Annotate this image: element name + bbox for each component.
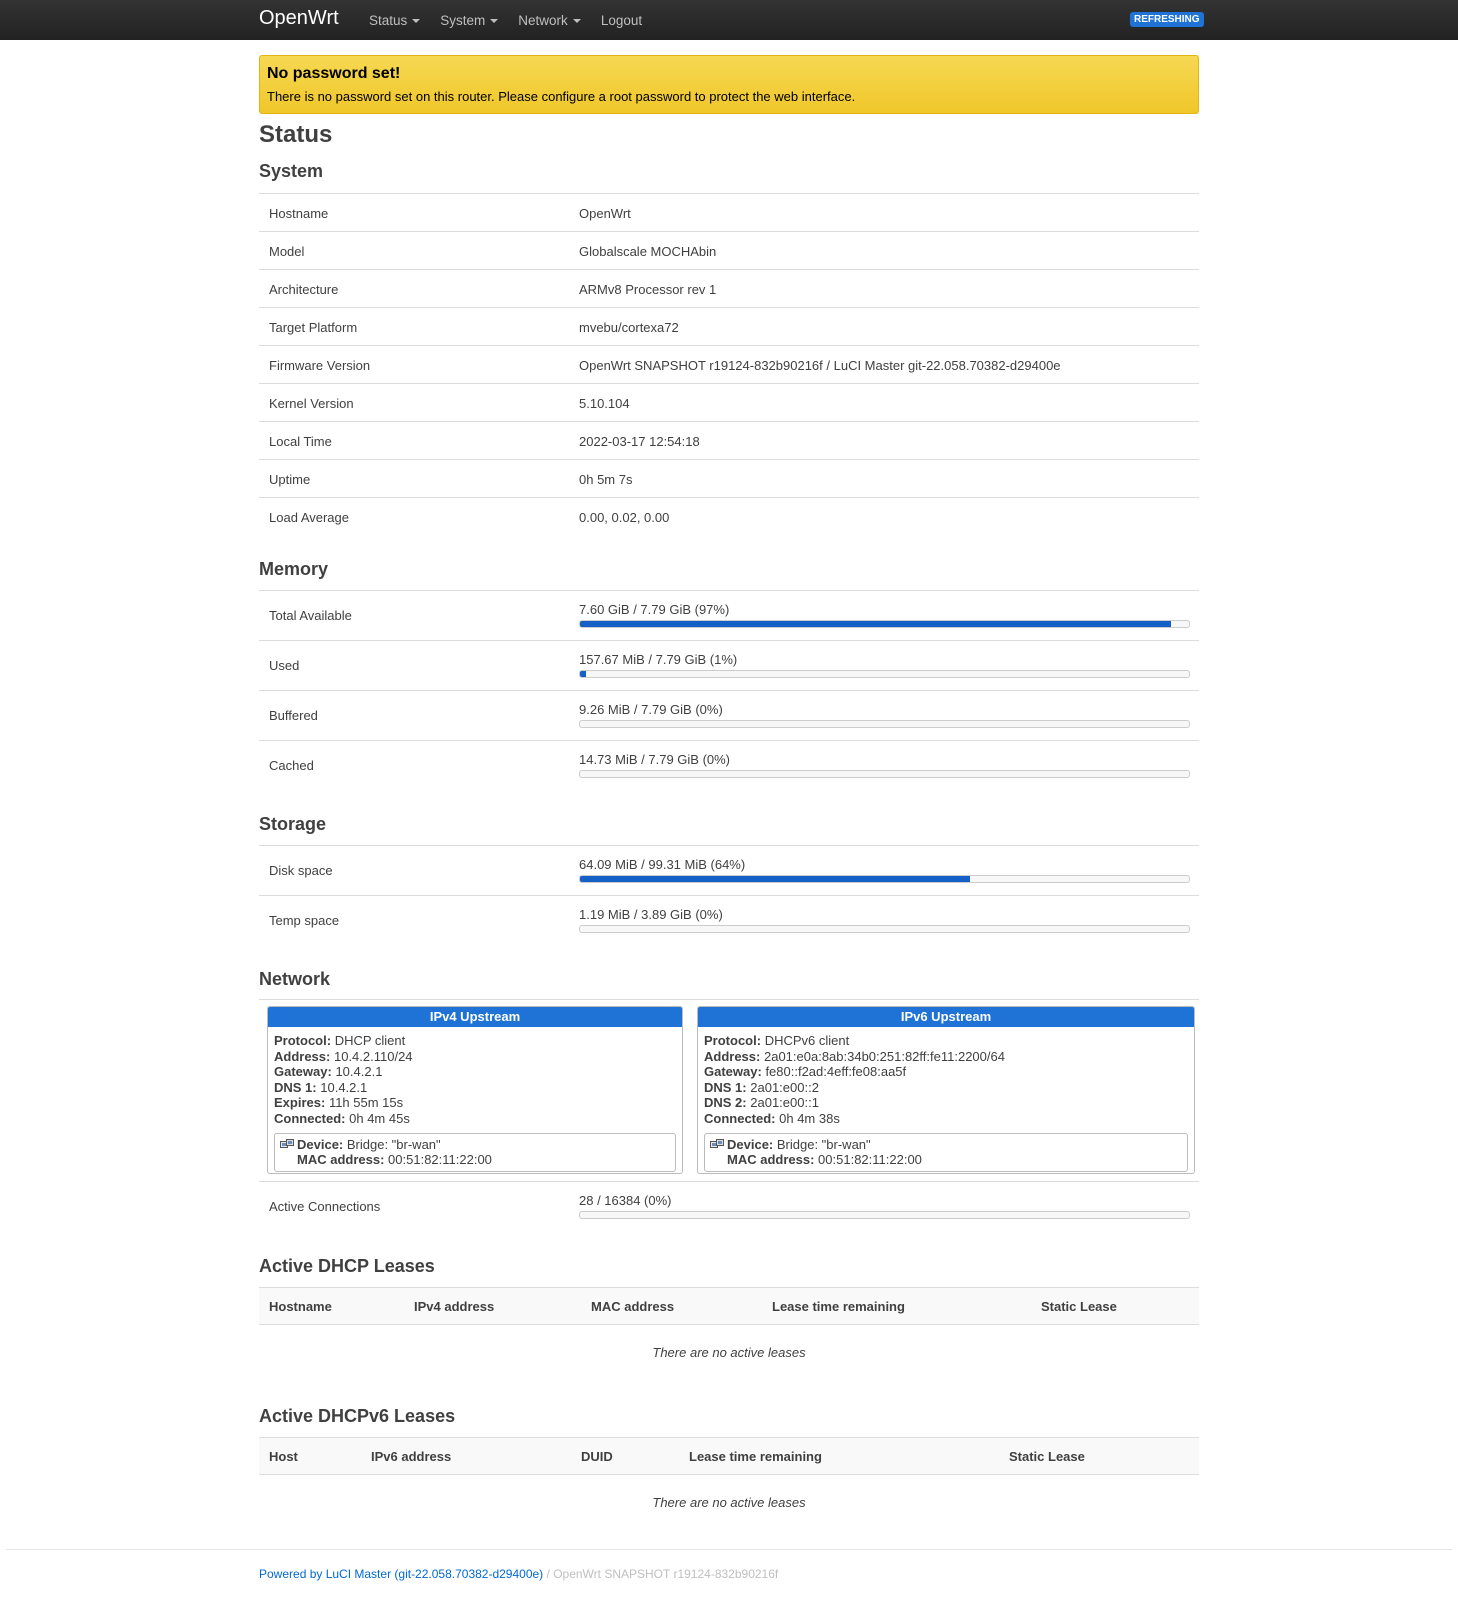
storage-table — [259, 845, 1199, 946]
table-row — [259, 846, 1199, 896]
row-value: mvebu/cortexa72 — [579, 320, 679, 335]
detail-label: Protocol: — [274, 1033, 332, 1048]
table-row — [259, 346, 1199, 384]
column-header: Lease time remaining — [689, 1449, 822, 1464]
mac-line — [297, 1152, 669, 1168]
no-password-alert — [259, 55, 1199, 114]
alert-title: No password set! — [267, 65, 401, 82]
device-label: Device: — [727, 1136, 774, 1152]
footer-separator: / — [543, 1567, 554, 1581]
row-key: Temp space — [269, 913, 340, 928]
progress-bar — [579, 875, 1190, 883]
row-key: Local Time — [269, 434, 332, 449]
progress-fill — [580, 876, 970, 882]
row-key: Architecture — [269, 282, 339, 297]
memory-heading: Memory — [259, 559, 329, 579]
menu-logout-label: Logout — [600, 12, 643, 28]
row-key: Total Available — [269, 608, 352, 623]
column-header: IPv4 address — [414, 1299, 495, 1314]
detail-value: 0h 4m 38s — [779, 1110, 840, 1126]
row-value: 2022-03-17 12:54:18 — [579, 434, 700, 449]
column-header: Lease time remaining — [772, 1299, 905, 1314]
device-line — [297, 1137, 669, 1153]
progress-bar — [579, 770, 1190, 778]
column-header: DUID — [581, 1449, 613, 1464]
table-row — [259, 270, 1199, 308]
menu-system[interactable] — [440, 13, 498, 28]
progress-label: 14.73 MiB / 7.79 GiB (0%) — [579, 752, 731, 767]
table-row — [259, 194, 1199, 232]
detail-line — [274, 1049, 676, 1065]
ethernet-port-icon — [710, 1139, 724, 1151]
device-label: Device: — [297, 1136, 344, 1152]
empty-message: There are no active leases — [652, 1495, 806, 1510]
detail-line — [704, 1111, 1188, 1127]
column-header: Hostname — [269, 1299, 332, 1314]
detail-line — [274, 1111, 676, 1127]
detail-value: 11h 55m 15s — [328, 1095, 404, 1111]
table-header — [259, 1437, 1199, 1475]
menu-status[interactable] — [369, 13, 420, 28]
detail-label: Protocol: — [704, 1033, 762, 1048]
detail-line — [274, 1080, 676, 1096]
detail-line — [704, 1064, 1188, 1080]
dhcpv6-leases-table — [259, 1437, 1199, 1510]
table-row — [259, 498, 1199, 536]
row-value: 5.10.104 — [579, 396, 630, 411]
row-value: 0.00, 0.02, 0.00 — [579, 510, 670, 525]
row-value: OpenWrt — [579, 206, 631, 221]
table-row — [259, 308, 1199, 346]
progress-label: 157.67 MiB / 7.79 GiB (1%) — [579, 652, 738, 667]
memory-table — [259, 590, 1199, 791]
detail-label: DNS 1: — [704, 1079, 747, 1095]
row-key: Buffered — [269, 708, 318, 723]
row-value: OpenWrt SNAPSHOT r19124-832b90216f / LuCI Master git-22.058.70382-d29400e — [579, 358, 1061, 373]
main-menu — [369, 0, 662, 40]
mac-label: MAC address: — [727, 1152, 815, 1168]
menu-system-label: System — [440, 12, 486, 28]
row-key: Uptime — [269, 472, 311, 487]
row-value: Globalscale MOCHAbin — [579, 244, 717, 259]
progress-bar — [579, 620, 1190, 628]
dhcp-heading: Active DHCP Leases — [259, 1256, 435, 1276]
ipv4-details — [268, 1027, 682, 1172]
row-key: Used — [269, 658, 300, 673]
detail-value: 10.4.2.110/24 — [333, 1048, 413, 1064]
device-line — [727, 1137, 1181, 1153]
table-row — [259, 741, 1199, 791]
detail-value: fe80::f2ad:4eff:fe08:aa5f — [765, 1064, 907, 1080]
table-row — [259, 384, 1199, 422]
table-row — [259, 422, 1199, 460]
ipv4-upstream-title: IPv4 Upstream — [268, 1007, 682, 1027]
column-header: Static Lease — [1041, 1299, 1117, 1314]
storage-heading: Storage — [259, 814, 327, 834]
progress-bar — [579, 720, 1190, 728]
footer — [259, 1567, 778, 1581]
ipv6-upstream-box — [697, 1006, 1195, 1174]
ipv6-upstream-title: IPv6 Upstream — [698, 1007, 1194, 1027]
ethernet-port-icon — [280, 1139, 294, 1151]
progress-label: 64.09 MiB / 99.31 MiB (64%) — [579, 857, 746, 872]
device-value: Bridge: "br-wan" — [776, 1136, 871, 1152]
detail-label: Address: — [274, 1048, 331, 1064]
detail-value: 2a01:e0a:8ab:34b0:251:82ff:fe11:2200/64 — [763, 1048, 1005, 1064]
row-value: ARMv8 Processor rev 1 — [579, 282, 717, 297]
system-table — [259, 193, 1199, 536]
detail-label: Connected: — [274, 1110, 346, 1126]
row-key: Load Average — [269, 510, 349, 525]
table-row — [259, 591, 1199, 641]
brand-logo[interactable]: OpenWrt — [259, 7, 339, 29]
network-divider — [259, 999, 1199, 1000]
detail-label: Address: — [704, 1048, 761, 1064]
progress-bar — [579, 670, 1190, 678]
device-value: Bridge: "br-wan" — [346, 1136, 441, 1152]
row-key: Model — [269, 244, 305, 259]
table-row — [259, 460, 1199, 498]
alert-text: There is no password set on this router. Please configure a root password to protect the web interface. — [267, 89, 856, 104]
device-box — [704, 1133, 1188, 1172]
luci-link[interactable]: Powered by LuCI Master (git-22.058.70382-d29400e) — [259, 1567, 544, 1581]
progress-bar — [579, 925, 1190, 933]
mac-line — [727, 1152, 1181, 1168]
row-key: Target Platform — [269, 320, 358, 335]
row-key: Disk space — [269, 863, 333, 878]
device-box — [274, 1133, 676, 1172]
progress-label: 9.26 MiB / 7.79 GiB (0%) — [579, 702, 723, 717]
detail-line — [274, 1033, 676, 1049]
table-row — [259, 691, 1199, 741]
detail-line — [274, 1095, 676, 1111]
ipv6-details — [698, 1027, 1194, 1172]
column-header: Static Lease — [1009, 1449, 1085, 1464]
row-value: 0h 5m 7s — [579, 472, 633, 487]
device-lines — [711, 1137, 1181, 1168]
page-title: Status — [259, 121, 333, 148]
detail-line — [704, 1033, 1188, 1049]
connections-table — [259, 1181, 1199, 1232]
system-heading: System — [259, 161, 324, 181]
detail-line — [704, 1080, 1188, 1096]
column-header: Host — [269, 1449, 298, 1464]
detail-line — [704, 1049, 1188, 1065]
detail-value: DHCP client — [334, 1033, 406, 1048]
table-row — [259, 641, 1199, 691]
detail-value: 0h 4m 45s — [349, 1110, 410, 1126]
detail-line — [704, 1095, 1188, 1111]
table-row — [259, 1182, 1199, 1232]
detail-label: Gateway: — [704, 1064, 762, 1080]
row-key: Cached — [269, 758, 314, 773]
navbar — [0, 0, 1458, 40]
detail-label: Expires: — [274, 1095, 326, 1111]
detail-value: DHCPv6 client — [764, 1033, 850, 1048]
mac-value: 00:51:82:11:22:00 — [388, 1152, 492, 1168]
column-header: IPv6 address — [371, 1449, 452, 1464]
progress-label: 28 / 16384 (0%) — [579, 1193, 672, 1208]
detail-value: 2a01:e00::1 — [750, 1095, 819, 1111]
empty-message: There are no active leases — [652, 1345, 806, 1360]
ipv4-upstream-box — [267, 1006, 683, 1174]
detail-label: Gateway: — [274, 1064, 332, 1080]
progress-fill — [580, 671, 586, 677]
chevron-down-icon — [573, 19, 581, 23]
row-key: Active Connections — [269, 1199, 381, 1214]
device-lines — [281, 1137, 669, 1168]
menu-network[interactable] — [518, 13, 581, 28]
mac-value: 00:51:82:11:22:00 — [818, 1152, 922, 1168]
detail-value: 2a01:e00::2 — [750, 1079, 819, 1095]
row-key: Hostname — [269, 206, 329, 221]
row-key: Kernel Version — [269, 396, 354, 411]
progress-label: 1.19 MiB / 3.89 GiB (0%) — [579, 907, 723, 922]
detail-value: 10.4.2.1 — [335, 1064, 383, 1080]
chevron-down-icon — [490, 19, 498, 23]
progress-fill — [580, 621, 1171, 627]
refreshing-badge[interactable]: REFRESHING — [1130, 12, 1204, 27]
progress-label: 7.60 GiB / 7.79 GiB (97%) — [579, 602, 730, 617]
dhcpv6-heading: Active DHCPv6 Leases — [259, 1406, 456, 1426]
menu-network-label: Network — [518, 12, 568, 28]
detail-line — [274, 1064, 676, 1080]
column-header: MAC address — [591, 1299, 675, 1314]
detail-label: Connected: — [704, 1110, 776, 1126]
menu-logout[interactable] — [601, 13, 642, 28]
footer-divider — [6, 1549, 1452, 1550]
table-header — [259, 1287, 1199, 1325]
progress-bar — [579, 1211, 1190, 1219]
dhcp-leases-table — [259, 1287, 1199, 1360]
table-row — [259, 896, 1199, 946]
detail-label: DNS 2: — [704, 1095, 747, 1111]
detail-value: 10.4.2.1 — [320, 1079, 368, 1095]
row-key: Firmware Version — [269, 358, 371, 373]
table-row — [259, 232, 1199, 270]
detail-label: DNS 1: — [274, 1079, 317, 1095]
chevron-down-icon — [412, 19, 420, 23]
network-heading: Network — [259, 969, 331, 989]
menu-status-label: Status — [369, 12, 408, 28]
firmware-version: OpenWrt SNAPSHOT r19124-832b90216f — [553, 1567, 779, 1581]
mac-label: MAC address: — [297, 1152, 385, 1168]
